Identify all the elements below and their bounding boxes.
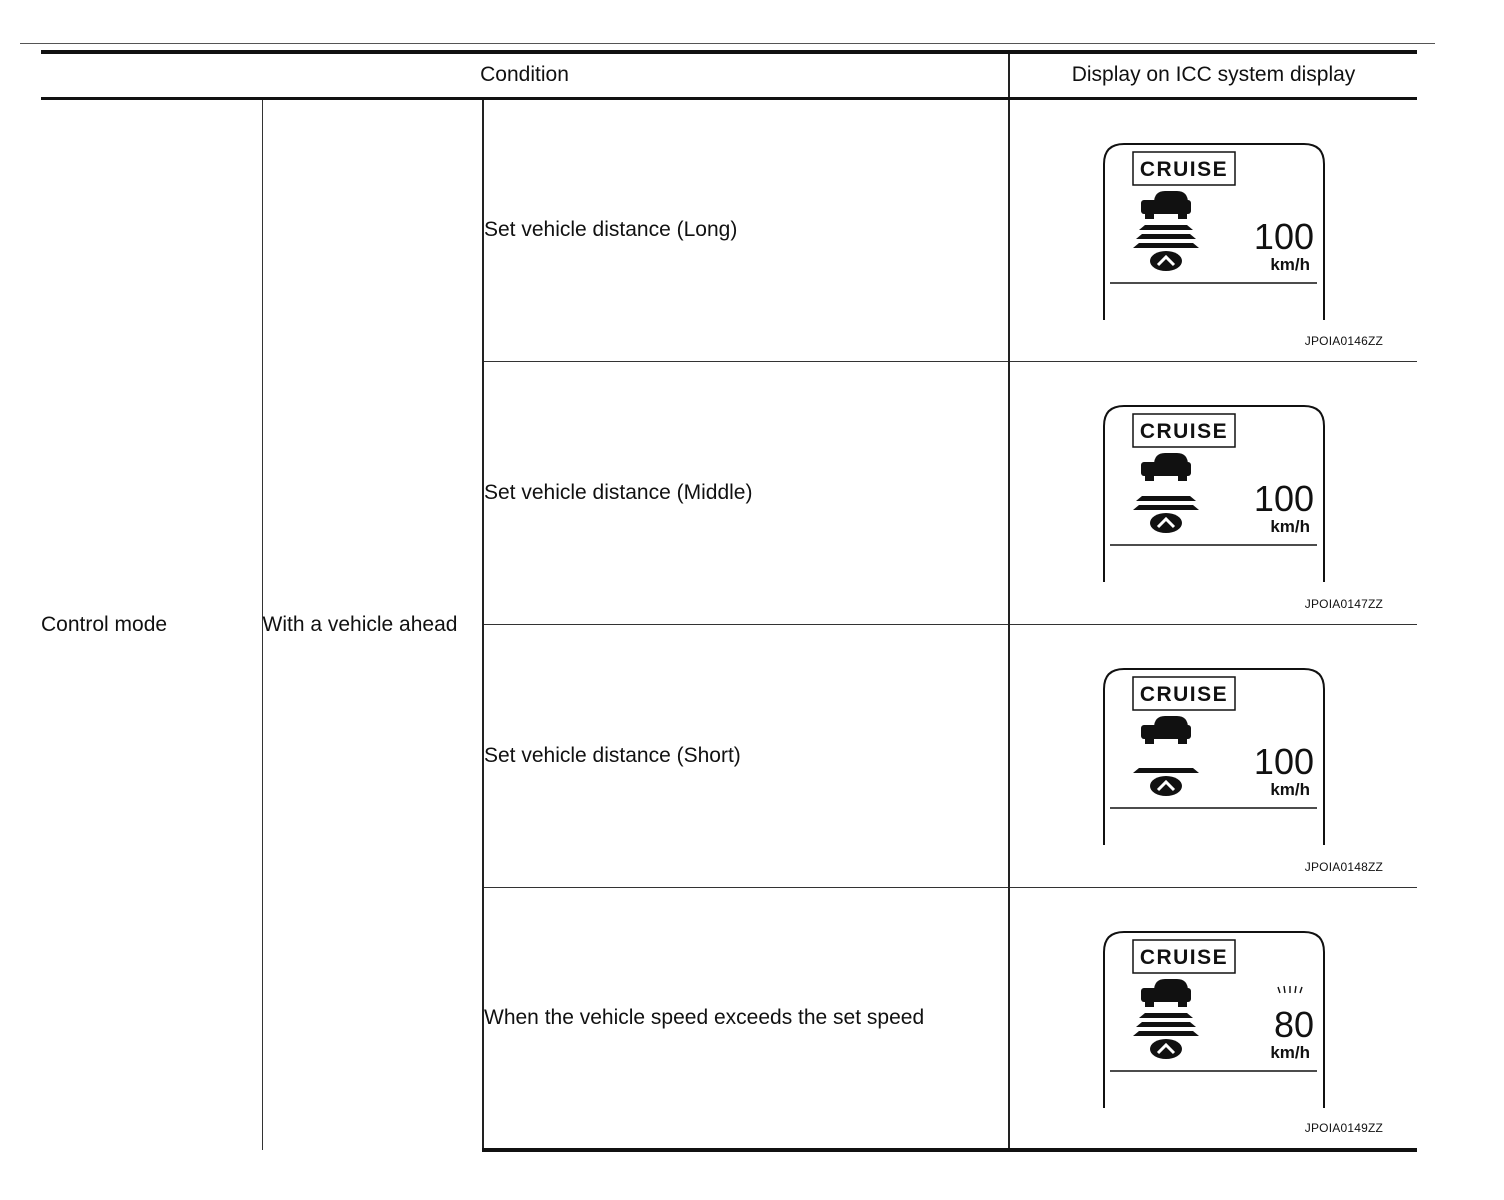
image-code: JPOIA0146ZZ [1304, 333, 1384, 348]
display-cell [1009, 887, 1417, 1150]
set-speed-value: 80 [1273, 1003, 1315, 1045]
distance-bars [1133, 1013, 1199, 1036]
distance-bar [1136, 234, 1196, 239]
condition-cell: Set vehicle distance (Short) [483, 624, 1009, 887]
distance-bar [1133, 505, 1199, 510]
set-speed-value: 100 [1253, 740, 1315, 782]
display-cell [1009, 361, 1417, 624]
speed-unit: km/h [1270, 1042, 1311, 1062]
image-code: JPOIA0148ZZ [1304, 859, 1384, 874]
condition-cell: Set vehicle distance (Long) [483, 98, 1009, 361]
mode-cell: Control mode [41, 98, 262, 1150]
lead-vehicle-icon [1141, 716, 1191, 744]
cruise-badge-text: CRUISE [1139, 945, 1229, 969]
own-vehicle-icon [1150, 1039, 1182, 1059]
cruise-badge-text: CRUISE [1139, 419, 1229, 443]
distance-bar [1133, 768, 1199, 773]
distance-bar [1139, 225, 1193, 230]
distance-bar [1133, 243, 1199, 248]
set-speed-value: 100 [1253, 477, 1315, 519]
image-code: JPOIA0147ZZ [1304, 596, 1384, 611]
distance-bars [1133, 496, 1199, 510]
display-cell [1009, 98, 1417, 361]
distance-bar [1133, 1031, 1199, 1036]
speed-unit: km/h [1270, 516, 1311, 536]
icc-display-illustration [1102, 404, 1326, 582]
icc-display-illustration [1102, 142, 1326, 320]
icc-display-table [41, 50, 1417, 1152]
cruise-badge-text: CRUISE [1139, 157, 1229, 181]
distance-bars [1133, 225, 1199, 248]
speed-blink-marks [1278, 986, 1302, 993]
distance-bars [1133, 768, 1199, 773]
condition-header: Condition [41, 52, 1009, 98]
table-header-row [41, 52, 1417, 98]
set-speed-value: 100 [1253, 215, 1315, 257]
icc-display-illustration [1102, 930, 1326, 1108]
own-vehicle-icon [1150, 251, 1182, 271]
display-header: Display on ICC system display [1009, 52, 1417, 98]
table-row [41, 98, 1417, 361]
image-code: JPOIA0149ZZ [1304, 1121, 1384, 1135]
page-top-rule [20, 43, 1435, 44]
lead-vehicle-icon [1141, 979, 1191, 1007]
lead-vehicle-icon [1141, 453, 1191, 481]
own-vehicle-icon [1150, 776, 1182, 796]
speed-unit: km/h [1270, 254, 1311, 274]
display-cell [1009, 624, 1417, 887]
condition-cell: Set vehicle distance (Middle) [483, 361, 1009, 624]
distance-bar [1136, 1022, 1196, 1027]
lead-vehicle-icon [1141, 191, 1191, 219]
speed-unit: km/h [1270, 779, 1311, 799]
condition-cell: When the vehicle speed exceeds the set speed [483, 887, 1009, 1150]
distance-bar [1139, 1013, 1193, 1018]
cruise-badge-text: CRUISE [1139, 682, 1229, 706]
distance-bar [1136, 496, 1196, 501]
icc-display-illustration [1102, 667, 1326, 845]
situation-cell: With a vehicle ahead [262, 98, 483, 1150]
own-vehicle-icon [1150, 513, 1182, 533]
